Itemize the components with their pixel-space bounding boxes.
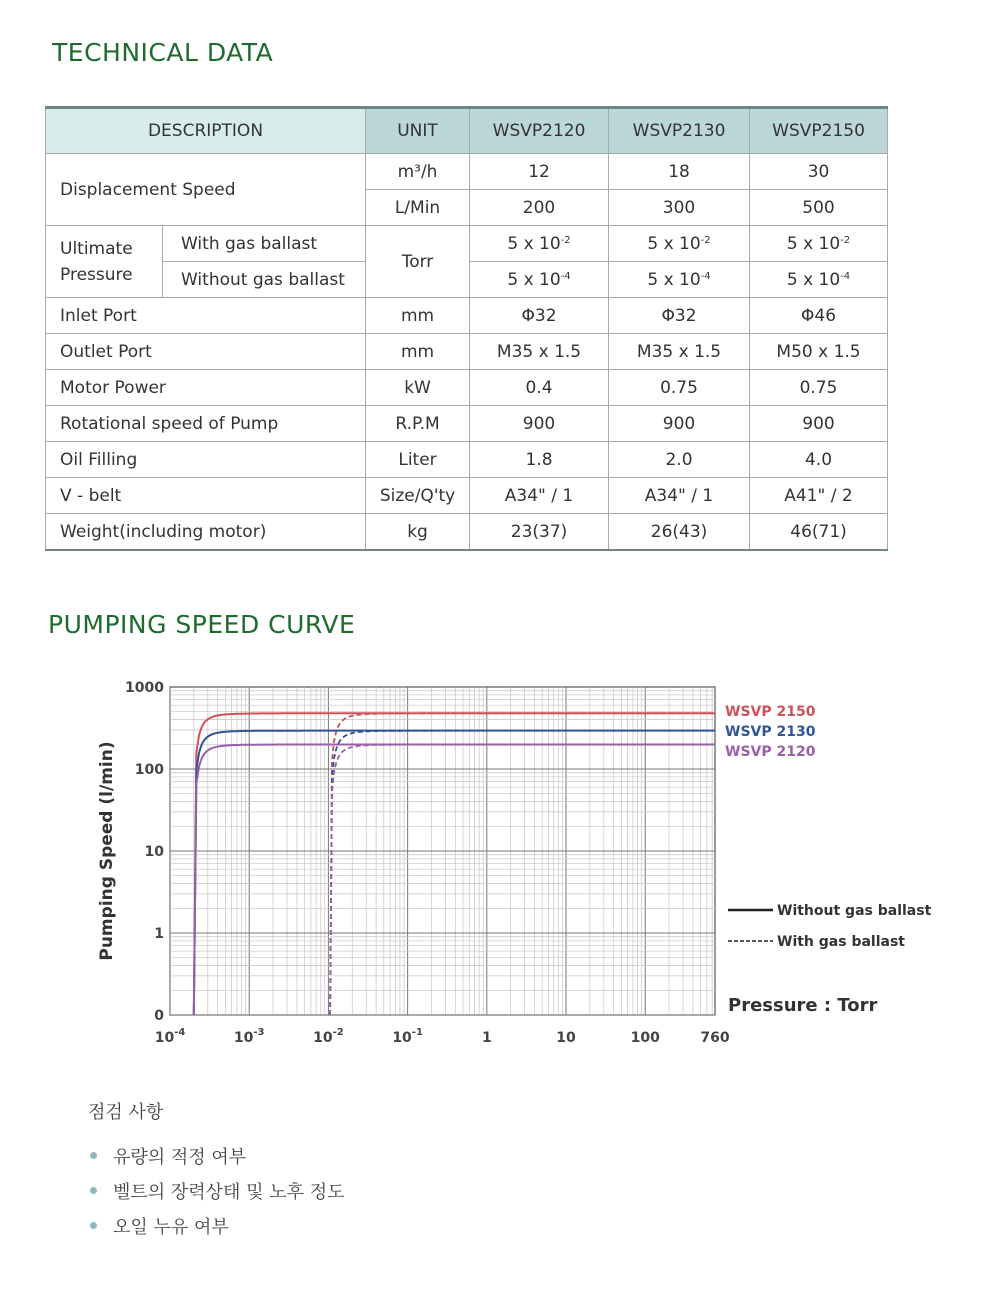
value-cell: 4.0 bbox=[750, 442, 888, 478]
value-cell: 5 x $10^{-2}$ bbox=[609, 226, 750, 262]
table-header-row bbox=[46, 108, 888, 154]
bullet-icon bbox=[90, 1187, 97, 1194]
value-cell: 30 bbox=[750, 154, 888, 190]
x-tick-label: 10 bbox=[556, 1030, 576, 1046]
row-label-displacement: Displacement Speed bbox=[46, 154, 366, 226]
row-label: V - belt bbox=[46, 478, 366, 514]
technical-data-title: TECHNICAL DATA bbox=[52, 38, 274, 67]
x-tick-label: 1 bbox=[481, 1030, 492, 1046]
value-cell: 900 bbox=[609, 406, 750, 442]
value-cell: 12 bbox=[470, 154, 609, 190]
value-cell: 200 bbox=[470, 190, 609, 226]
unit-cell-torr: Torr bbox=[366, 226, 470, 298]
pumping-speed-chart bbox=[90, 670, 950, 1060]
unit-cell: Liter bbox=[366, 442, 470, 478]
y-tick-label: 0 bbox=[154, 1008, 164, 1024]
legend-label: Without gas ballast bbox=[777, 903, 932, 919]
y-tick-label: 100 bbox=[134, 762, 164, 778]
value-cell: Φ32 bbox=[609, 298, 750, 334]
bullet-icon bbox=[90, 1222, 97, 1229]
value-cell: 900 bbox=[470, 406, 609, 442]
x-tick-label: 100 bbox=[630, 1030, 660, 1046]
list-item: 벨트의 장력상태 및 노후 정도 bbox=[88, 1173, 345, 1208]
list-item: 오일 누유 여부 bbox=[88, 1208, 345, 1243]
y-tick-label: 1 bbox=[154, 926, 164, 942]
list-item: 유량의 적정 여부 bbox=[88, 1138, 345, 1173]
row-label-ultimate-pressure bbox=[46, 226, 163, 298]
unit-cell: kg bbox=[366, 514, 470, 551]
unit-cell: m³/h bbox=[366, 154, 470, 190]
x-tick-label: 760 bbox=[700, 1030, 730, 1046]
y-tick-label: 1000 bbox=[125, 680, 164, 696]
row-label: Oil Filling bbox=[46, 442, 366, 478]
value-cell: Φ32 bbox=[470, 298, 609, 334]
x-tick-label: $10^{-4}$ bbox=[154, 1027, 186, 1046]
x-tick-label: $10^{-2}$ bbox=[313, 1027, 344, 1046]
table-row bbox=[46, 334, 888, 370]
row-label: Motor Power bbox=[46, 370, 366, 406]
value-cell: 1.8 bbox=[470, 442, 609, 478]
row-sublabel-without-gas: Without gas ballast bbox=[163, 262, 366, 298]
value-cell: M35 x 1.5 bbox=[470, 334, 609, 370]
legend-label: With gas ballast bbox=[777, 934, 905, 950]
value-cell: M50 x 1.5 bbox=[750, 334, 888, 370]
value-cell: 46(71) bbox=[750, 514, 888, 551]
header-wsvp2120: WSVP2120 bbox=[470, 108, 609, 154]
header-wsvp2130: WSVP2130 bbox=[609, 108, 750, 154]
row-label: Outlet Port bbox=[46, 334, 366, 370]
value-cell: 5 x $10^{-4}$ bbox=[750, 262, 888, 298]
value-cell: 5 x $10^{-4}$ bbox=[609, 262, 750, 298]
value-cell: 18 bbox=[609, 154, 750, 190]
value-cell: Φ46 bbox=[750, 298, 888, 334]
header-unit: UNIT bbox=[366, 108, 470, 154]
y-axis-label: Pumping Speed (l/min) bbox=[97, 741, 117, 961]
unit-cell: kW bbox=[366, 370, 470, 406]
unit-cell: R.P.M bbox=[366, 406, 470, 442]
unit-cell: mm bbox=[366, 298, 470, 334]
value-cell: 0.75 bbox=[609, 370, 750, 406]
table-row bbox=[46, 406, 888, 442]
table-row bbox=[46, 514, 888, 551]
inspection-section bbox=[88, 1098, 345, 1243]
row-sublabel-with-gas: With gas ballast bbox=[163, 226, 366, 262]
pumping-speed-title: PUMPING SPEED CURVE bbox=[48, 610, 356, 639]
unit-cell: Size/Q'ty bbox=[366, 478, 470, 514]
row-label: Rotational speed of Pump bbox=[46, 406, 366, 442]
value-cell: 500 bbox=[750, 190, 888, 226]
value-cell: M35 x 1.5 bbox=[609, 334, 750, 370]
table-row bbox=[46, 298, 888, 334]
technical-data-table bbox=[45, 106, 888, 551]
value-cell: 5 x $10^{-2}$ bbox=[470, 226, 609, 262]
unit-cell: mm bbox=[366, 334, 470, 370]
value-cell: 26(43) bbox=[609, 514, 750, 551]
x-tick-label: $10^{-1}$ bbox=[392, 1027, 423, 1046]
x-tick-label: $10^{-3}$ bbox=[233, 1027, 265, 1046]
table-row bbox=[46, 154, 888, 190]
x-axis-label: Pressure : Torr bbox=[728, 995, 878, 1016]
ultimate-label-line1: Ultimate bbox=[60, 238, 133, 259]
value-cell: 5 x $10^{-4}$ bbox=[470, 262, 609, 298]
unit-cell: L/Min bbox=[366, 190, 470, 226]
value-cell: A41" / 2 bbox=[750, 478, 888, 514]
table-row bbox=[46, 442, 888, 478]
bullet-icon bbox=[90, 1152, 97, 1159]
table-row bbox=[46, 478, 888, 514]
value-cell: 0.75 bbox=[750, 370, 888, 406]
value-cell: 0.4 bbox=[470, 370, 609, 406]
series-label: WSVP 2120 bbox=[725, 744, 816, 760]
value-cell: A34" / 1 bbox=[609, 478, 750, 514]
inspection-title: 점검 사항 bbox=[88, 1102, 164, 1123]
series-label: WSVP 2130 bbox=[725, 724, 816, 740]
row-label: Inlet Port bbox=[46, 298, 366, 334]
value-cell: A34" / 1 bbox=[470, 478, 609, 514]
table-row bbox=[46, 370, 888, 406]
series-label: WSVP 2150 bbox=[725, 704, 816, 720]
header-description: DESCRIPTION bbox=[46, 108, 366, 154]
value-cell: 900 bbox=[750, 406, 888, 442]
table-row bbox=[46, 226, 888, 262]
ultimate-label-line2: Pressure bbox=[60, 264, 133, 285]
value-cell: 23(37) bbox=[470, 514, 609, 551]
row-label: Weight(including motor) bbox=[46, 514, 366, 551]
header-wsvp2150: WSVP2150 bbox=[750, 108, 888, 154]
y-tick-label: 10 bbox=[144, 844, 164, 860]
value-cell: 5 x $10^{-2}$ bbox=[750, 226, 888, 262]
value-cell: 2.0 bbox=[609, 442, 750, 478]
value-cell: 300 bbox=[609, 190, 750, 226]
